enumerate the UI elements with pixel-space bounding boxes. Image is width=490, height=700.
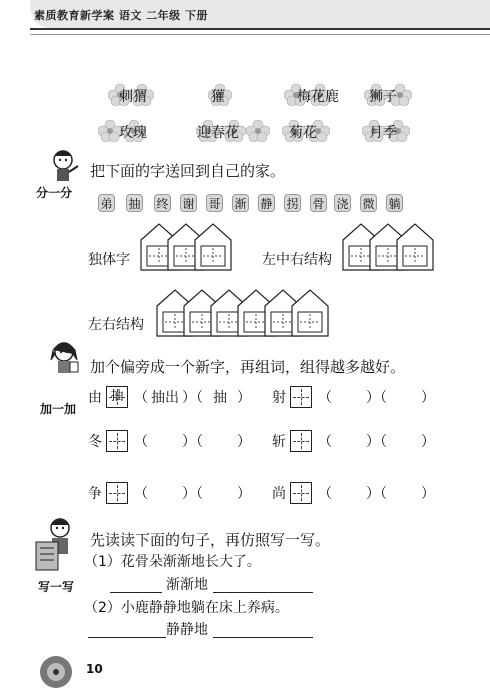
lr-structure-label: 左右结构	[88, 317, 144, 333]
word-answer-parens[interactable]: （ ）（ ）	[134, 434, 251, 450]
fill-line-2a[interactable]	[88, 637, 166, 638]
char-house-slot[interactable]	[396, 222, 436, 272]
base-char: 冬	[88, 434, 102, 450]
section2-instruction: 加个偏旁成一个新字，再组词，组得越多越好。	[90, 358, 406, 376]
new-char	[291, 431, 311, 451]
flower-word: 菊花	[289, 125, 317, 141]
new-char: 抽	[110, 389, 124, 404]
word-answer-2: 抽	[213, 390, 227, 406]
footer-deco-icon	[34, 650, 82, 694]
base-char: 争	[88, 486, 102, 502]
new-char	[107, 483, 127, 503]
flower-word: 玫瑰	[119, 125, 147, 141]
flower-word: 梅花鹿	[297, 89, 339, 105]
example-sentence-2: （2）小鹿静静地躺在床上养病。	[84, 600, 289, 616]
char-tag[interactable]: 终	[154, 194, 171, 212]
char-tag[interactable]: 静	[258, 194, 275, 212]
base-char: 射	[272, 390, 286, 406]
new-char-box[interactable]	[290, 482, 312, 504]
page-number: 10	[86, 662, 103, 676]
char-house-slot[interactable]	[291, 288, 331, 338]
word-answer-1: 抽出	[151, 390, 179, 406]
new-char	[291, 387, 311, 407]
header-rule	[30, 28, 490, 30]
flower-word: 獾	[211, 89, 225, 105]
word-answer-parens[interactable]: （ ）（ ）	[318, 434, 435, 450]
char-tag[interactable]: 抽	[126, 194, 143, 212]
boy-cartoon-icon	[40, 148, 86, 188]
section-label-write: 写一写	[38, 580, 75, 594]
char-tag[interactable]: 弟	[98, 194, 115, 212]
section-label-add: 加一加	[40, 402, 77, 416]
section-label-sort: 分一分	[36, 186, 73, 200]
char-tag[interactable]: 微	[360, 194, 377, 212]
char-tag[interactable]: 渐	[232, 194, 249, 212]
section1-instruction: 把下面的字送回到自己的家。	[90, 162, 286, 180]
word-answer-parens[interactable]: （ ）（ ）	[318, 390, 435, 406]
word-answer-parens[interactable]: （ 抽出 ）（ 抽 ）	[134, 387, 251, 407]
lmr-structure-label: 左中右结构	[262, 252, 332, 268]
char-tag[interactable]: 谢	[180, 194, 197, 212]
fill-line-2b[interactable]	[213, 637, 313, 638]
base-char: 斩	[272, 434, 286, 450]
girl-cartoon-icon	[42, 340, 88, 380]
word-answer-parens[interactable]: （ ）（ ）	[134, 486, 251, 502]
flower-word: 刺猬	[119, 89, 147, 105]
char-tag[interactable]: 骨	[310, 194, 327, 212]
new-char-box[interactable]	[106, 482, 128, 504]
new-char-box[interactable]	[106, 430, 128, 452]
new-char-box[interactable]	[106, 386, 128, 408]
char-house-slot[interactable]	[194, 222, 234, 272]
fill-word-1: 渐渐地	[166, 577, 208, 593]
header-title: 素质教育新学案 语文 二年级 下册	[34, 9, 208, 22]
new-char-box[interactable]	[290, 430, 312, 452]
header-rule-thin	[30, 34, 490, 35]
char-tag[interactable]: 拐	[284, 194, 301, 212]
base-char: 尚	[272, 486, 286, 502]
fill-line-1b[interactable]	[213, 592, 313, 593]
example-sentence-1: （1）花骨朵渐渐地长大了。	[84, 554, 261, 570]
char-tag[interactable]: 哥	[206, 194, 223, 212]
new-char	[291, 483, 311, 503]
flower-word: 迎春花	[197, 125, 239, 141]
flower-word: 月季	[369, 125, 397, 141]
new-char-box[interactable]	[290, 386, 312, 408]
independent-char-label: 独体字	[88, 252, 130, 268]
fill-line-1a[interactable]	[110, 592, 162, 593]
fill-word-2: 静静地	[166, 622, 208, 638]
flower-word: 狮子	[369, 89, 397, 105]
base-char: 由	[88, 390, 102, 406]
new-char	[107, 431, 127, 451]
char-tag[interactable]: 浇	[334, 194, 351, 212]
section3-instruction: 先读读下面的句子，再仿照写一写。	[90, 531, 331, 549]
word-answer-parens[interactable]: （ ）（ ）	[318, 486, 435, 502]
char-tag[interactable]: 躺	[386, 194, 403, 212]
reading-boy-cartoon-icon	[30, 516, 86, 582]
